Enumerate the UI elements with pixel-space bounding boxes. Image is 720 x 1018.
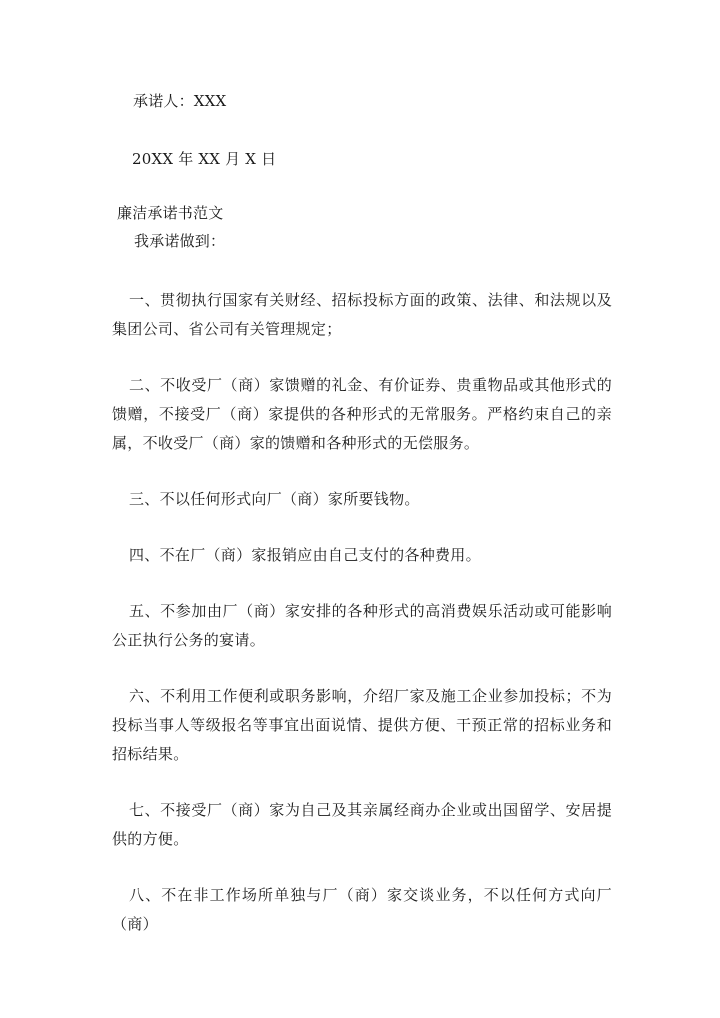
commitment-item-8: 八、不在非工作场所单独与厂（商）家交谈业务，不以任何方式向厂（商） — [112, 886, 612, 933]
commitment-item-6: 六、不利用工作便利或职务影响，介绍厂家及施工企业参加投标；不为投标当事人等级报名等事宜出面说情、提供方便、干预正常的招标业务和招标结果。 — [112, 687, 612, 763]
commitment-item-7: 七、不接受厂（商）家为自己及其亲属经商办企业或出国留学、安居提供的方便。 — [112, 801, 612, 848]
commitment-item-5: 五、不参加由厂（商）家安排的各种形式的高消费娱乐活动或可能影响公正执行公务的宴请。 — [112, 602, 612, 649]
commitment-item-2: 二、不收受厂（商）家馈赠的礼金、有价证券、贵重物品或其他形式的馈赠，不接受厂（商）家提供的各种形式的无常服务。严格约束自己的亲属，不收受厂（商）家的馈赠和各种形式的无偿服务。 — [112, 376, 612, 452]
commitment-item-3: 三、不以任何形式向厂（商）家所要钱物。 — [129, 490, 420, 508]
date-line: 20XX 年 XX 月 X 日 — [132, 150, 277, 168]
document-title: 廉洁承诺书范文 — [117, 204, 224, 222]
commitment-item-4: 四、不在厂（商）家报销应由自己支付的各种费用。 — [129, 546, 481, 564]
intro-line: 我承诺做到： — [134, 232, 226, 250]
commitment-item-1: 一、贯彻执行国家有关财经、招标投标方面的政策、法律、和法规以及集团公司、省公司有关管理规定； — [112, 291, 612, 338]
signer-line: 承诺人：XXX — [133, 92, 227, 110]
